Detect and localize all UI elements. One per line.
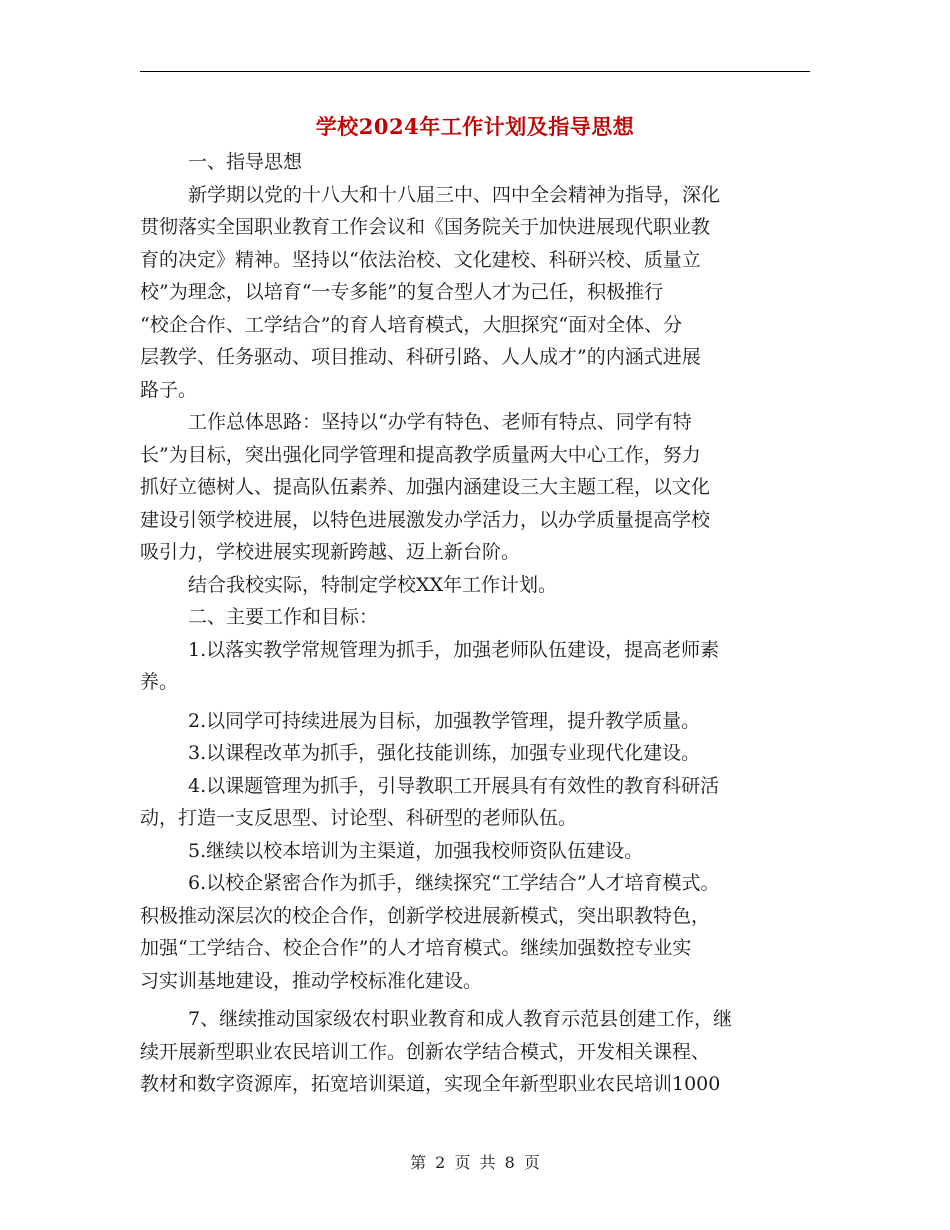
list-item-line: 3.以课程改革为抓手，强化技能训练，加强专业现代化建设。 <box>188 742 701 764</box>
paragraph-line: 路子。 <box>140 378 198 401</box>
paragraph-line: 层教学、任务驱动、项目推动、科研引路、人人成才”的内涵式进展 <box>140 346 701 368</box>
list-item-line: 养。 <box>140 671 179 693</box>
document-body <box>140 146 810 1101</box>
paragraph-line: 吸引力，学校进展实现新跨越、迈上新台阶。 <box>140 541 521 563</box>
list-item-line: 5.继续以校本培训为主渠道，加强我校师资队伍建设。 <box>188 839 644 862</box>
paragraph-line: 结合我校实际，特制定学校XX年工作计划。 <box>188 573 558 596</box>
list-item-line: 积极推动深层次的校企合作，创新学校进展新模式，突出职教特色， <box>140 904 711 927</box>
paragraph-line: 工作总体思路：坚持以“办学有特色、老师有特点、同学有特 <box>188 411 692 433</box>
paragraph-line: 校”为理念，以培育“一专多能”的复合型人才为己任，积极推行 <box>140 281 664 303</box>
list-item-line: 加强“工学结合、校企合作”的人才培育模式。继续加强数控专业实 <box>140 937 692 959</box>
list-item-line: 6.以校企紧密合作为抓手，继续探究“工学结合”人才培育模式。 <box>188 872 720 894</box>
list-item-line: 习实训基地建设，推动学校标准化建设。 <box>140 969 483 992</box>
paragraph-line: 抓好立德树人、提高队伍素养、加强内涵建设三大主题工程，以文化 <box>140 476 711 498</box>
paragraph-line: 贯彻落实全国职业教育工作会议和《国务院关于加快进展现代职业教 <box>140 216 711 238</box>
list-item-line: 2.以同学可持续进展为目标，加强教学管理，提升教学质量。 <box>188 709 701 732</box>
paragraph-line: “校企合作、工学结合”的育人培育模式，大胆探究“面对全体、分 <box>140 313 683 336</box>
section-heading-guiding-ideology: 一、指导思想 <box>188 151 303 173</box>
page-number-footer: 第 2 页 共 8 页 <box>410 1153 540 1172</box>
paragraph-line: 育的决定》精神。坚持以“依法治校、文化建校、科研兴校、质量立 <box>140 248 701 271</box>
list-item-line: 4.以课题管理为抓手，引导教职工开展具有有效性的教育科研活 <box>188 774 720 797</box>
list-item-line: 续开展新型职业农民培训工作。创新农学结合模式，开发相关课程、 <box>140 1040 711 1063</box>
document-title: 学校2024年工作计划及指导思想 <box>315 114 635 139</box>
section-heading-main-work: 二、主要工作和目标： <box>188 606 379 628</box>
list-item-line: 7、继续推动国家级农村职业教育和成人教育示范县创建工作，继 <box>188 1008 733 1030</box>
paragraph-line: 新学期以党的十八大和十八届三中、四中全会精神为指导，深化 <box>188 183 721 206</box>
header-rule <box>140 71 810 72</box>
list-item-line: 教材和数字资源库，拓宽培训渠道，实现全年新型职业农民培训1000 <box>140 1073 721 1095</box>
paragraph-line: 建设引领学校进展，以特色进展激发办学活力，以办学质量提高学校 <box>140 508 711 531</box>
list-item-line: 动，打造一支反思型、讨论型、科研型的老师队伍。 <box>140 807 578 829</box>
paragraph-line: 长”为目标，突出强化同学管理和提高教学质量两大中心工作，努力 <box>140 443 701 466</box>
list-item-line: 1.以落实教学常规管理为抓手，加强老师队伍建设，提高老师素 <box>188 638 720 661</box>
